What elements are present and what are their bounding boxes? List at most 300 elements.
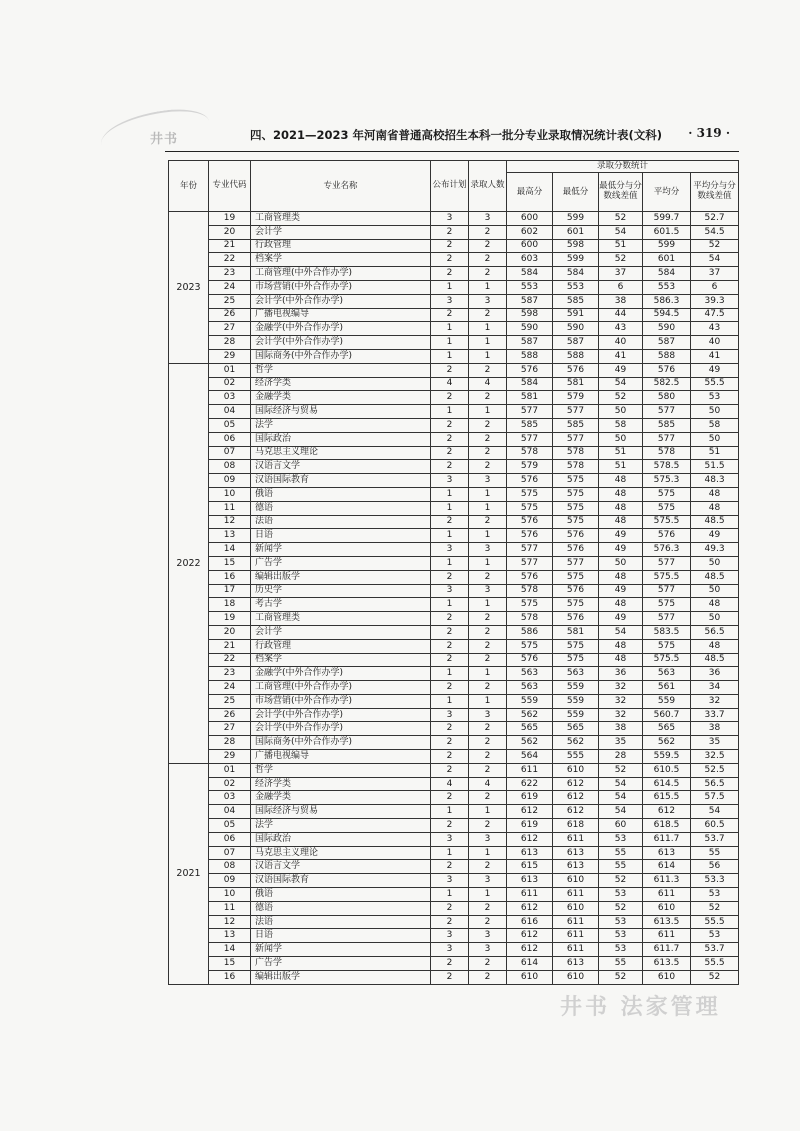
cell-code: 15 [209,556,251,570]
cell-min: 618 [553,819,599,833]
cell-plan: 4 [431,377,469,391]
table-row [169,405,739,419]
cell-name: 会计学(中外合作办学) [251,722,431,736]
cell-admitted: 1 [469,888,507,902]
cell-code: 08 [209,460,251,474]
cell-name: 会计学(中外合作办学) [251,336,431,350]
cell-avg: 618.5 [643,819,691,833]
cell-min_diff: 50 [599,432,643,446]
cell-min: 577 [553,432,599,446]
cell-code: 13 [209,929,251,943]
cell-name: 广告学 [251,957,431,971]
cell-avg_diff: 36 [691,667,739,681]
cell-max: 575 [507,639,553,653]
cell-avg: 576 [643,529,691,543]
col-code: 专业代码 [209,161,251,212]
table-row [169,777,739,791]
cell-name: 经济学类 [251,377,431,391]
cell-plan: 1 [431,405,469,419]
cell-code: 22 [209,253,251,267]
table-row [169,805,739,819]
cell-admitted: 3 [469,584,507,598]
table-row [169,529,739,543]
cell-avg: 563 [643,667,691,681]
cell-code: 16 [209,970,251,984]
cell-name: 工商管理(中外合作办学) [251,681,431,695]
cell-name: 工商管理(中外合作办学) [251,267,431,281]
table-row [169,239,739,253]
table-row [169,832,739,846]
cell-avg: 611.7 [643,832,691,846]
cell-admitted: 2 [469,901,507,915]
cell-min: 576 [553,612,599,626]
cell-max: 612 [507,901,553,915]
cell-min_diff: 52 [599,874,643,888]
cell-admitted: 2 [469,625,507,639]
cell-admitted: 2 [469,308,507,322]
cell-min: 575 [553,639,599,653]
cell-avg_diff: 49 [691,363,739,377]
cell-min: 575 [553,570,599,584]
cell-name: 金融学(中外合作办学) [251,667,431,681]
cell-plan: 2 [431,763,469,777]
cell-plan: 3 [431,294,469,308]
cell-max: 575 [507,501,553,515]
cell-avg: 559 [643,694,691,708]
table-body [169,212,739,985]
cell-plan: 1 [431,529,469,543]
cell-admitted: 3 [469,874,507,888]
cell-name: 日语 [251,529,431,543]
cell-code: 01 [209,363,251,377]
cell-avg: 577 [643,612,691,626]
cell-avg_diff: 34 [691,681,739,695]
cell-plan: 2 [431,418,469,432]
cell-plan: 2 [431,625,469,639]
cell-name: 编辑出版学 [251,970,431,984]
cell-admitted: 2 [469,418,507,432]
cell-min_diff: 36 [599,667,643,681]
cell-avg_diff: 35 [691,736,739,750]
cell-min_diff: 52 [599,391,643,405]
cell-min_diff: 35 [599,736,643,750]
cell-avg_diff: 54 [691,805,739,819]
cell-max: 611 [507,888,553,902]
cell-avg_diff: 55.5 [691,377,739,391]
table-row [169,267,739,281]
cell-avg_diff: 48 [691,501,739,515]
cell-plan: 1 [431,667,469,681]
cell-admitted: 1 [469,487,507,501]
cell-max: 578 [507,612,553,626]
cell-admitted: 2 [469,515,507,529]
cell-max: 600 [507,212,553,226]
cell-name: 国际经济与贸易 [251,805,431,819]
cell-max: 588 [507,349,553,363]
col-admitted: 录取人数 [469,161,507,212]
cell-name: 哲学 [251,763,431,777]
cell-max: 587 [507,336,553,350]
cell-plan: 2 [431,819,469,833]
cell-avg: 610 [643,901,691,915]
cell-avg_diff: 50 [691,405,739,419]
table-row [169,639,739,653]
cell-avg: 575.5 [643,653,691,667]
col-avg-diff: 平均分与分数线差值 [691,173,739,212]
cell-avg: 615.5 [643,791,691,805]
cell-name: 金融学类 [251,791,431,805]
cell-max: 613 [507,874,553,888]
cell-avg: 577 [643,556,691,570]
cell-plan: 3 [431,832,469,846]
cell-min_diff: 54 [599,377,643,391]
cell-name: 哲学 [251,363,431,377]
cell-admitted: 2 [469,612,507,626]
cell-max: 603 [507,253,553,267]
cell-max: 619 [507,819,553,833]
cell-code: 27 [209,722,251,736]
table-row [169,708,739,722]
cell-min_diff: 55 [599,860,643,874]
cell-code: 26 [209,708,251,722]
cell-avg_diff: 55.5 [691,957,739,971]
cell-avg_diff: 53.3 [691,874,739,888]
cell-max: 611 [507,763,553,777]
cell-avg: 575.5 [643,570,691,584]
cell-max: 615 [507,860,553,874]
table-row [169,681,739,695]
cell-name: 编辑出版学 [251,570,431,584]
cell-avg: 575 [643,487,691,501]
cell-admitted: 1 [469,322,507,336]
table-row [169,294,739,308]
cell-avg: 575.3 [643,474,691,488]
cell-max: 562 [507,736,553,750]
cell-admitted: 4 [469,777,507,791]
cell-min: 588 [553,349,599,363]
cell-admitted: 2 [469,446,507,460]
cell-name: 行政管理 [251,639,431,653]
cell-code: 29 [209,349,251,363]
cell-avg: 578.5 [643,460,691,474]
cell-code: 14 [209,943,251,957]
table-row [169,556,739,570]
cell-min_diff: 53 [599,929,643,943]
cell-avg_diff: 48 [691,639,739,653]
cell-avg: 575 [643,501,691,515]
cell-avg: 578 [643,446,691,460]
cell-avg: 577 [643,405,691,419]
cell-min: 584 [553,267,599,281]
cell-name: 汉语言文学 [251,460,431,474]
table-row [169,846,739,860]
cell-max: 575 [507,487,553,501]
cell-avg_diff: 40 [691,336,739,350]
cell-min: 585 [553,294,599,308]
cell-admitted: 1 [469,405,507,419]
cell-min: 612 [553,791,599,805]
cell-min_diff: 49 [599,529,643,543]
cell-min: 585 [553,418,599,432]
cell-min: 612 [553,777,599,791]
cell-avg: 611.3 [643,874,691,888]
cell-avg: 588 [643,349,691,363]
cell-code: 24 [209,681,251,695]
cell-code: 12 [209,915,251,929]
cell-max: 565 [507,722,553,736]
cell-avg: 614.5 [643,777,691,791]
cell-avg: 601.5 [643,225,691,239]
cell-min: 577 [553,556,599,570]
cell-plan: 2 [431,970,469,984]
table-row [169,888,739,902]
table-row [169,363,739,377]
watermark-text: 井书 法家管理 [560,994,721,1020]
cell-avg_diff: 33.7 [691,708,739,722]
cell-admitted: 2 [469,736,507,750]
cell-min_diff: 38 [599,294,643,308]
cell-max: 576 [507,653,553,667]
cell-min_diff: 53 [599,888,643,902]
col-year: 年份 [169,161,209,212]
cell-plan: 3 [431,474,469,488]
cell-plan: 3 [431,212,469,226]
cell-code: 02 [209,377,251,391]
cell-name: 马克思主义理论 [251,846,431,860]
cell-min: 559 [553,694,599,708]
cell-avg: 576.3 [643,543,691,557]
cell-code: 20 [209,625,251,639]
cell-plan: 1 [431,694,469,708]
cell-avg_diff: 50 [691,584,739,598]
cell-avg: 559.5 [643,750,691,764]
cell-name: 汉语言文学 [251,860,431,874]
cell-avg: 565 [643,722,691,736]
table-row [169,225,739,239]
cell-min_diff: 32 [599,694,643,708]
cell-max: 622 [507,777,553,791]
cell-min_diff: 48 [599,515,643,529]
cell-max: 612 [507,832,553,846]
cell-min_diff: 58 [599,418,643,432]
cell-name: 广播电视编导 [251,308,431,322]
cell-plan: 1 [431,805,469,819]
cell-plan: 1 [431,336,469,350]
cell-avg_diff: 48.3 [691,474,739,488]
cell-avg: 561 [643,681,691,695]
cell-admitted: 2 [469,363,507,377]
cell-code: 08 [209,860,251,874]
cell-min: 613 [553,846,599,860]
cell-min: 611 [553,943,599,957]
cell-min_diff: 51 [599,460,643,474]
cell-admitted: 3 [469,212,507,226]
cell-name: 德语 [251,901,431,915]
cell-avg_diff: 48 [691,487,739,501]
cell-code: 12 [209,515,251,529]
cell-admitted: 2 [469,225,507,239]
table-row [169,653,739,667]
cell-code: 26 [209,308,251,322]
cell-avg_diff: 53 [691,929,739,943]
cell-code: 22 [209,653,251,667]
cell-min: 613 [553,860,599,874]
cell-plan: 1 [431,349,469,363]
cell-name: 广告学 [251,556,431,570]
table-row [169,750,739,764]
cell-code: 14 [209,543,251,557]
cell-code: 29 [209,750,251,764]
cell-min_diff: 52 [599,253,643,267]
cell-avg_diff: 51.5 [691,460,739,474]
cell-name: 新闻学 [251,543,431,557]
cell-avg: 610.5 [643,763,691,777]
cell-admitted: 1 [469,694,507,708]
cell-min_diff: 53 [599,832,643,846]
cell-plan: 3 [431,708,469,722]
page-number: · 319 · [688,126,730,140]
cell-min_diff: 51 [599,446,643,460]
cell-min: 599 [553,212,599,226]
cell-min_diff: 53 [599,915,643,929]
cell-code: 04 [209,805,251,819]
cell-code: 19 [209,212,251,226]
table-row [169,212,739,226]
table-row [169,901,739,915]
cell-min_diff: 49 [599,584,643,598]
cell-code: 04 [209,405,251,419]
table-row [169,970,739,984]
cell-code: 10 [209,487,251,501]
table-row [169,418,739,432]
col-group-score-stats: 录取分数统计 [507,161,739,173]
cell-name: 工商管理类 [251,612,431,626]
cell-max: 578 [507,446,553,460]
cell-admitted: 2 [469,970,507,984]
cell-avg: 562 [643,736,691,750]
table-row [169,460,739,474]
cell-name: 法语 [251,515,431,529]
cell-admitted: 1 [469,598,507,612]
cell-code: 23 [209,667,251,681]
cell-min_diff: 43 [599,322,643,336]
cell-admitted: 2 [469,391,507,405]
cell-avg: 575 [643,639,691,653]
cell-max: 553 [507,280,553,294]
cell-min_diff: 28 [599,750,643,764]
cell-code: 25 [209,694,251,708]
cell-avg: 584 [643,267,691,281]
cell-min_diff: 60 [599,819,643,833]
cell-name: 法语 [251,915,431,929]
year-cell: 2021 [169,763,209,984]
cell-plan: 3 [431,943,469,957]
cell-avg_diff: 38 [691,722,739,736]
cell-max: 585 [507,418,553,432]
cell-min_diff: 40 [599,336,643,350]
cell-admitted: 2 [469,722,507,736]
cell-min: 610 [553,763,599,777]
table-row [169,391,739,405]
cell-name: 日语 [251,929,431,943]
cell-avg: 587 [643,336,691,350]
cell-code: 18 [209,598,251,612]
table-row [169,598,739,612]
cell-max: 576 [507,474,553,488]
cell-min: 612 [553,805,599,819]
cell-admitted: 1 [469,529,507,543]
cell-name: 国际政治 [251,432,431,446]
cell-avg_diff: 52 [691,239,739,253]
cell-max: 586 [507,625,553,639]
cell-min_diff: 51 [599,239,643,253]
cell-max: 598 [507,308,553,322]
cell-plan: 3 [431,543,469,557]
cell-max: 562 [507,708,553,722]
cell-name: 档案学 [251,253,431,267]
header-rule [165,151,739,152]
table-row [169,349,739,363]
cell-admitted: 2 [469,750,507,764]
cell-avg_diff: 53 [691,888,739,902]
cell-avg_diff: 56.5 [691,625,739,639]
cell-avg: 577 [643,584,691,598]
cell-max: 614 [507,957,553,971]
cell-min_diff: 54 [599,805,643,819]
cell-name: 汉语国际教育 [251,474,431,488]
cell-admitted: 4 [469,377,507,391]
cell-name: 国际商务(中外合作办学) [251,736,431,750]
cell-admitted: 3 [469,474,507,488]
cell-avg: 577 [643,432,691,446]
admission-table [168,160,739,985]
cell-name: 新闻学 [251,943,431,957]
cell-min: 581 [553,377,599,391]
cell-max: 575 [507,598,553,612]
col-min-diff: 最低分与分数线差值 [599,173,643,212]
cell-avg_diff: 53.7 [691,943,739,957]
cell-admitted: 2 [469,681,507,695]
cell-code: 25 [209,294,251,308]
cell-plan: 3 [431,929,469,943]
cell-admitted: 1 [469,556,507,570]
cell-name: 汉语国际教育 [251,874,431,888]
cell-name: 法学 [251,819,431,833]
table-row [169,253,739,267]
cell-name: 马克思主义理论 [251,446,431,460]
cell-plan: 4 [431,777,469,791]
cell-admitted: 2 [469,915,507,929]
cell-min: 575 [553,515,599,529]
cell-max: 577 [507,556,553,570]
cell-admitted: 3 [469,543,507,557]
cell-max: 602 [507,225,553,239]
cell-min: 598 [553,239,599,253]
cell-plan: 2 [431,239,469,253]
cell-avg_diff: 60.5 [691,819,739,833]
col-min: 最低分 [553,173,599,212]
cell-max: 619 [507,791,553,805]
cell-plan: 1 [431,888,469,902]
cell-code: 28 [209,736,251,750]
table-row [169,584,739,598]
cell-min_diff: 54 [599,625,643,639]
cell-min: 579 [553,391,599,405]
cell-avg: 575.5 [643,515,691,529]
cell-min: 599 [553,253,599,267]
cell-min: 563 [553,667,599,681]
cell-avg_diff: 50 [691,432,739,446]
